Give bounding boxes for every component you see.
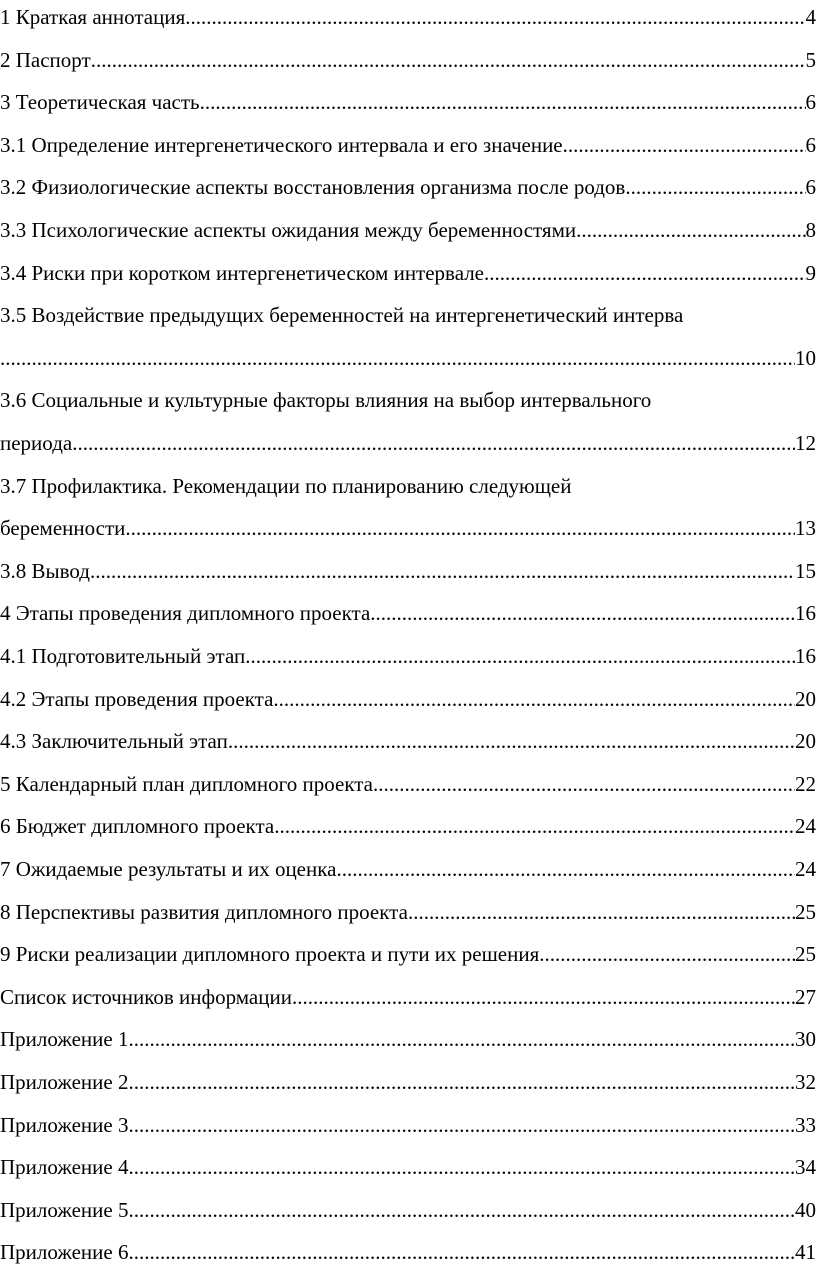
toc-entry-line-with-page xyxy=(0,1110,816,1140)
toc-entry-title: Приложение 6 xyxy=(0,1237,128,1267)
toc-entry-title: беременности xyxy=(0,513,125,543)
toc-page-number: 40 xyxy=(795,1195,816,1225)
toc-entry-title: 2 Паспорт xyxy=(0,45,91,75)
toc-page-number: 5 xyxy=(806,45,816,75)
toc-entry-title: Приложение 1 xyxy=(0,1024,128,1054)
toc-entry-title: 4.1 Подготовительный этап xyxy=(0,641,245,671)
toc-dot-leader xyxy=(539,939,795,969)
toc-entry-title: 7 Ожидаемые результаты и их оценка xyxy=(0,854,336,884)
toc-page-number: 10 xyxy=(795,343,816,373)
toc-entry-title: 3.5 Воздействие предыдущих беременностей на интергенетический интерва xyxy=(0,303,683,327)
toc-dot-leader xyxy=(128,1024,795,1054)
toc-dot-leader xyxy=(91,45,806,75)
toc-entry-title: 6 Бюджет дипломного проекта xyxy=(0,811,274,841)
toc-page-number: 34 xyxy=(795,1152,816,1182)
toc-entry-title: 3.2 Физиологические аспекты восстановления организма после родов xyxy=(0,172,625,202)
toc-page-number: 6 xyxy=(806,87,816,117)
toc-dot-leader xyxy=(125,513,795,543)
toc-entry-title: 3.1 Определение интергенетического интервала и его значение xyxy=(0,130,563,160)
toc-entry-line-with-page xyxy=(0,1237,816,1267)
toc-entry-line-with-page xyxy=(0,598,816,628)
toc-entry-line-with-page xyxy=(0,684,816,714)
toc-entry-title: 3.4 Риски при коротком интергенетическом интервале xyxy=(0,258,484,288)
toc-page-number: 24 xyxy=(795,854,816,884)
toc-page-number: 25 xyxy=(795,939,816,969)
toc-page-number: 25 xyxy=(795,897,816,927)
toc-entry-line-with-page xyxy=(0,2,816,32)
toc-dot-leader xyxy=(228,726,795,756)
toc-page-number: 22 xyxy=(795,769,816,799)
toc-dot-leader xyxy=(90,556,795,586)
toc-page-number: 4 xyxy=(806,2,816,32)
toc-dot-leader xyxy=(0,343,795,373)
toc-entry-line-with-page xyxy=(0,258,816,288)
toc-entry-title: 9 Риски реализации дипломного проекта и пути их решения xyxy=(0,939,539,969)
toc-entry-line-with-page xyxy=(0,343,816,373)
toc-entry-title: 3.7 Профилактика. Рекомендации по планированию следующей xyxy=(0,474,571,498)
toc-entry-line-with-page xyxy=(0,87,816,117)
toc-page-number: 27 xyxy=(795,982,816,1012)
toc-entry-title: периода xyxy=(0,428,72,458)
toc-dot-leader xyxy=(292,982,795,1012)
toc-page-number: 20 xyxy=(795,726,816,756)
toc-entry-line-with-page xyxy=(0,556,816,586)
toc-entry-line-with-page xyxy=(0,726,816,756)
toc-page-number: 33 xyxy=(795,1110,816,1140)
toc-entry-line-with-page xyxy=(0,854,816,884)
toc-entry-line-with-page xyxy=(0,215,816,245)
toc-entry-title: Список источников информации xyxy=(0,982,292,1012)
toc-dot-leader xyxy=(370,598,795,628)
toc-entry-line-with-page xyxy=(0,45,816,75)
toc-entry-line-with-page xyxy=(0,641,816,671)
toc-entry-line-with-page xyxy=(0,130,816,160)
toc-entry-title: 3.8 Вывод xyxy=(0,556,90,586)
toc-dot-leader xyxy=(273,684,795,714)
toc-entry-line-with-page xyxy=(0,428,816,458)
toc-entry-line-with-page xyxy=(0,811,816,841)
toc-entry-line-with-page xyxy=(0,769,816,799)
toc-dot-leader xyxy=(336,854,795,884)
toc-entry-line-with-page xyxy=(0,1152,816,1182)
toc-entry-line-with-page xyxy=(0,1195,816,1225)
toc-entry-title: 5 Календарный план дипломного проекта xyxy=(0,769,373,799)
toc-entry-title: Приложение 4 xyxy=(0,1152,128,1182)
toc-entry-title: Приложение 2 xyxy=(0,1067,128,1097)
toc-entry-title: Приложение 5 xyxy=(0,1195,128,1225)
toc-entry-title: 3.6 Социальные и культурные факторы влияния на выбор интервального xyxy=(0,388,651,412)
toc-dot-leader xyxy=(563,130,806,160)
toc-page-number: 20 xyxy=(795,684,816,714)
toc-page-number: 6 xyxy=(806,130,816,160)
toc-dot-leader xyxy=(185,2,805,32)
toc-page-number: 13 xyxy=(795,513,816,543)
toc-dot-leader xyxy=(128,1237,795,1267)
toc-dot-leader xyxy=(128,1195,795,1225)
toc-entry-line-with-page xyxy=(0,982,816,1012)
toc-page-number: 30 xyxy=(795,1024,816,1054)
toc-entry-line-with-page xyxy=(0,939,816,969)
toc-dot-leader xyxy=(576,215,805,245)
toc-dot-leader xyxy=(373,769,795,799)
toc-page-number: 16 xyxy=(795,641,816,671)
toc-dot-leader xyxy=(274,811,795,841)
toc-page-number: 32 xyxy=(795,1067,816,1097)
toc-page-number: 41 xyxy=(795,1237,816,1267)
toc-page-number: 8 xyxy=(806,215,816,245)
toc-entry-line-with-page xyxy=(0,1067,816,1097)
toc-dot-leader xyxy=(625,172,805,202)
toc-page-number: 6 xyxy=(806,172,816,202)
toc-dot-leader xyxy=(128,1152,795,1182)
toc-entry-line xyxy=(0,385,816,415)
toc-page-number: 12 xyxy=(795,428,816,458)
toc-dot-leader xyxy=(408,897,795,927)
toc-entry-title: 4.3 Заключительный этап xyxy=(0,726,228,756)
toc-dot-leader xyxy=(72,428,795,458)
toc-entry-title: 3.3 Психологические аспекты ожидания между беременностями xyxy=(0,215,576,245)
toc-entry-line xyxy=(0,300,816,330)
toc-dot-leader xyxy=(245,641,795,671)
toc-entry-title: Приложение 3 xyxy=(0,1110,128,1140)
toc-dot-leader xyxy=(128,1067,795,1097)
toc-entry-line-with-page xyxy=(0,1024,816,1054)
toc-dot-leader xyxy=(484,258,806,288)
toc-entry-title: 3 Теоретическая часть xyxy=(0,87,200,117)
toc-entry-line-with-page xyxy=(0,172,816,202)
toc-dot-leader xyxy=(128,1110,795,1140)
toc-entry-title: 1 Краткая аннотация xyxy=(0,2,185,32)
toc-entry-line-with-page xyxy=(0,897,816,927)
toc-dot-leader xyxy=(200,87,806,117)
toc-entry-line-with-page xyxy=(0,513,816,543)
toc-page-number: 16 xyxy=(795,598,816,628)
toc-page-number: 24 xyxy=(795,811,816,841)
toc-entry-title: 8 Перспективы развития дипломного проекта xyxy=(0,897,408,927)
toc-entry-line xyxy=(0,471,816,501)
toc-page-number: 9 xyxy=(806,258,816,288)
toc-page-number: 15 xyxy=(795,556,816,586)
toc-entry-title: 4.2 Этапы проведения проекта xyxy=(0,684,273,714)
toc-entry-title: 4 Этапы проведения дипломного проекта xyxy=(0,598,370,628)
